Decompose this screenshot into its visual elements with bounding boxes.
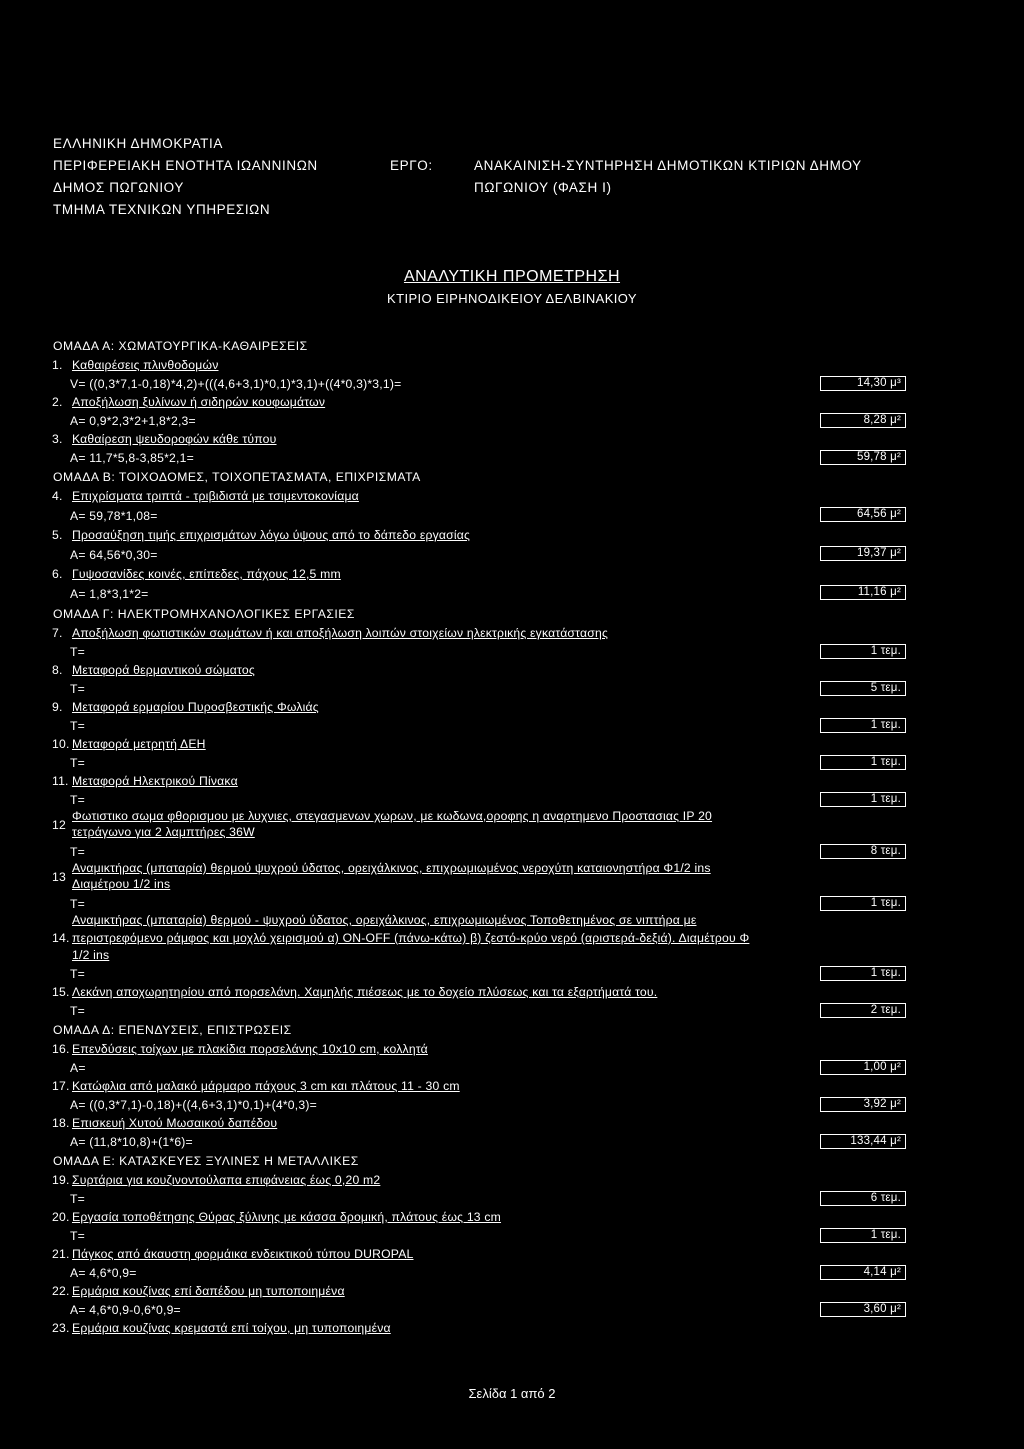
item-description: Ερμάρια κουζίνας κρεμαστά επί τοίχου, μη τυποποιημένα xyxy=(72,1321,391,1335)
item-number: 17. xyxy=(52,1079,70,1093)
item-number: 5. xyxy=(52,528,63,542)
item-13 xyxy=(52,861,912,895)
item-description: Επισκευή Χυτού Μωσαικού δαπέδου xyxy=(72,1116,278,1130)
item-9-quantity xyxy=(52,717,912,735)
item-description: Μεταφορά μετρητή ΔΕΗ xyxy=(72,737,206,751)
quantity-formula: A= 4,6*0,9= xyxy=(70,1266,137,1280)
item-6-quantity xyxy=(52,584,912,604)
item-description: Πάγκος από άκαυστη φορμάικα ενδεικτικού τύπου DUROPAL xyxy=(72,1247,414,1261)
item-8 xyxy=(52,661,912,680)
quantity-formula: T= xyxy=(70,1192,85,1206)
item-22 xyxy=(52,1282,912,1301)
project-name-line1: ΑΝΑΚΑΙΝΙΣΗ-ΣΥΝΤΗΡΗΣΗ ΔΗΜΟΤΙΚΩΝ ΚΤΙΡΙΩΝ ΔΗΜΟΥ xyxy=(474,158,862,173)
item-19-quantity xyxy=(52,1190,912,1208)
item-number: 12 xyxy=(52,818,66,832)
quantity-formula: T= xyxy=(70,645,85,659)
quantity-formula: A= 11,7*5,8-3,85*2,1= xyxy=(70,451,194,465)
item-number: 13 xyxy=(52,870,66,884)
group-a-heading: ΟΜΑΔΑ Α: ΧΩΜΑΤΟΥΡΓΙΚΑ-ΚΑΘΑΙΡΕΣΕΙΣ xyxy=(53,339,308,353)
quantity-result: 19,37 μ² xyxy=(820,546,906,561)
item-1 xyxy=(52,356,912,375)
quantity-result: 14,30 μ³ xyxy=(820,376,906,391)
item-description-continued: τετράγωνο για 2 λαμπτήρες 36W xyxy=(72,825,255,839)
quantity-formula: T= xyxy=(70,967,85,981)
item-description: Κατώφλια από μαλακό μάρμαρο πάχους 3 cm και πλάτους 11 - 30 cm xyxy=(72,1079,460,1093)
quantity-formula: A= 1,8*3,1*2= xyxy=(70,587,149,601)
quantity-formula: A= xyxy=(70,1061,86,1075)
quantity-formula: T= xyxy=(70,1004,85,1018)
item-2-quantity xyxy=(52,412,912,430)
item-description: Ερμάρια κουζίνας επί δαπέδου μη τυποποιημένα xyxy=(72,1284,345,1298)
quantity-result: 1 τεμ. xyxy=(820,718,906,733)
item-number: 22. xyxy=(52,1284,70,1298)
item-9 xyxy=(52,698,912,717)
item-description: Αποξήλωση ξυλίνων ή σιδηρών κουφωμάτων xyxy=(72,395,326,409)
group-d-heading: ΟΜΑΔΑ Δ: ΕΠΕΝΔΥΣΕΙΣ, ΕΠΙΣΤΡΩΣΕΙΣ xyxy=(53,1023,292,1037)
quantity-formula: A= 0,9*2,3*2+1,8*2,3= xyxy=(70,414,196,428)
item-number: 18. xyxy=(52,1116,70,1130)
item-4-quantity xyxy=(52,506,912,526)
quantity-result: 133,44 μ² xyxy=(820,1134,906,1149)
item-18 xyxy=(52,1114,912,1133)
quantity-result: 2 τεμ. xyxy=(820,1003,906,1018)
group-c-heading: ΟΜΑΔΑ Γ: ΗΛΕΚΤΡΟΜΗΧΑΝΟΛΟΓΙΚΕΣ ΕΡΓΑΣΙΕΣ xyxy=(53,607,355,621)
quantity-formula: T= xyxy=(70,1229,85,1243)
quantity-result: 6 τεμ. xyxy=(820,1191,906,1206)
quantity-result: 3,60 μ² xyxy=(820,1302,906,1317)
header-municipality: ΔΗΜΟΣ ΠΩΓΩΝΙΟΥ xyxy=(53,180,184,195)
item-number: 20. xyxy=(52,1210,70,1224)
item-12-quantity xyxy=(52,843,912,861)
quantity-result: 3,92 μ² xyxy=(820,1097,906,1112)
measurement-list xyxy=(52,336,912,1338)
item-number: 10. xyxy=(52,737,70,751)
item-19 xyxy=(52,1171,912,1190)
item-20-quantity xyxy=(52,1227,912,1245)
item-18-quantity xyxy=(52,1133,912,1151)
quantity-result: 1,00 μ² xyxy=(820,1060,906,1075)
page-number: Σελίδα 1 από 2 xyxy=(468,1386,556,1401)
item-description-continued: Διαμέτρου 1/2 ins xyxy=(72,877,171,891)
quantity-formula: T= xyxy=(70,845,85,859)
item-number: 15. xyxy=(52,985,70,999)
quantity-formula: T= xyxy=(70,756,85,770)
quantity-formula: A= (11,8*10,8)+(1*6)= xyxy=(70,1135,193,1149)
item-21-quantity xyxy=(52,1264,912,1282)
quantity-result: 59,78 μ² xyxy=(820,450,906,465)
item-13-quantity xyxy=(52,895,912,913)
quantity-result: 1 τεμ. xyxy=(820,896,906,911)
item-number: 3. xyxy=(52,432,63,446)
item-17-quantity xyxy=(52,1096,912,1114)
quantity-formula: T= xyxy=(70,897,85,911)
item-14 xyxy=(52,913,912,965)
item-number: 23. xyxy=(52,1321,70,1335)
item-5 xyxy=(52,526,912,545)
item-number: 7. xyxy=(52,626,63,640)
item-10-quantity xyxy=(52,754,912,772)
header-country: ΕΛΛΗΝΙΚΗ ΔΗΜΟΚΡΑΤΙΑ xyxy=(53,136,223,151)
quantity-result: 1 τεμ. xyxy=(820,1228,906,1243)
item-20 xyxy=(52,1208,912,1227)
item-description: Λεκάνη αποχωρητηρίου από πορσελάνη. Χαμηλής πιέσεως με το δοχείο πλύσεως και τα εξαρτήματά του. xyxy=(72,985,658,999)
item-15 xyxy=(52,983,912,1002)
item-number: 19. xyxy=(52,1173,70,1187)
quantity-formula: V= ((0,3*7,1-0,18)*4,2)+(((4,6+3,1)*0,1)*3,1)+((4*0,3)*3,1)= xyxy=(70,377,402,391)
item-number: 21. xyxy=(52,1247,70,1261)
group-b-heading: ΟΜΑΔΑ Β: ΤΟΙΧΟΔΟΜΕΣ, ΤΟΙΧΟΠΕΤΑΣΜΑΤΑ, ΕΠΙΧΡΙΣΜΑΤΑ xyxy=(53,470,421,484)
item-description: Μεταφορά θερμαντικού σώματος xyxy=(72,663,255,677)
quantity-formula: T= xyxy=(70,682,85,696)
item-14-quantity xyxy=(52,965,912,983)
item-description-continued: περιστρεφόμενο ράμφος και μοχλό χειρισμού α) ON-OFF (πάνω-κάτω) β) ζεστό-κρύο νερό (αριστερά-δεξιά). Διαμέτρου Φ xyxy=(72,931,750,945)
item-number: 4. xyxy=(52,489,63,503)
item-16-quantity xyxy=(52,1059,912,1077)
item-number: 8. xyxy=(52,663,63,677)
item-description: Μεταφορά ερμαρίου Πυροσβεστικής Φωλιάς xyxy=(72,700,319,714)
quantity-result: 8,28 μ² xyxy=(820,413,906,428)
quantity-result: 1 τεμ. xyxy=(820,792,906,807)
item-number: 6. xyxy=(52,567,63,581)
item-21 xyxy=(52,1245,912,1264)
quantity-formula: A= ((0,3*7,1)-0,18)+((4,6+3,1)*0,1)+(4*0,3)= xyxy=(70,1098,317,1112)
project-label: ΕΡΓΟ: xyxy=(390,158,433,173)
header-department: ΤΜΗΜΑ ΤΕΧΝΙΚΩΝ ΥΠΗΡΕΣΙΩΝ xyxy=(53,202,271,217)
quantity-result: 1 τεμ. xyxy=(820,755,906,770)
document-subtitle: ΚΤΙΡΙΟ ΕΙΡΗΝΟΔΙΚΕΙΟΥ ΔΕΛΒΙΝΑΚΙΟΥ xyxy=(387,291,637,306)
item-description: Αναμικτήρας (μπαταρία) θερμού - ψυχρού ύδατος, ορειχάλκινος, επιχρωμιωμένος Τοποθετημένος σε νιπτήρα με xyxy=(72,913,697,927)
document-title: ΑΝΑΛΥΤΙΚΗ ΠΡΟΜΕΤΡΗΣΗ xyxy=(403,268,621,285)
item-7 xyxy=(52,624,912,643)
item-1-quantity xyxy=(52,375,912,393)
item-6 xyxy=(52,565,912,584)
item-5-quantity xyxy=(52,545,912,565)
item-number: 9. xyxy=(52,700,63,714)
item-2 xyxy=(52,393,912,412)
quantity-result: 1 τεμ. xyxy=(820,644,906,659)
item-description: Επιχρίσματα τριπτά - τριβιδιστά με τσιμεντοκονίαμα xyxy=(72,489,359,503)
group-e-heading: ΟΜΑΔΑ Ε: ΚΑΤΑΣΚΕΥΕΣ ΞΥΛΙΝΕΣ Η ΜΕΤΑΛΛΙΚΕΣ xyxy=(53,1154,359,1168)
item-description: Φωτιστικο σωμα φθορισμου με λυχνιες, στεγασμενων χωρων, με κωδωνα,οροφης η αναρτημενο Προστασιας IP 20 xyxy=(72,809,713,823)
item-description: Εργασία τοποθέτησης Θύρας ξύλινης με κάσσα δρομική, πλάτους έως 13 cm xyxy=(72,1210,502,1224)
quantity-result: 4,14 μ² xyxy=(820,1265,906,1280)
item-3 xyxy=(52,430,912,449)
item-description-continued-2: 1/2 ins xyxy=(72,948,110,962)
item-number: 2. xyxy=(52,395,63,409)
item-7-quantity xyxy=(52,643,912,661)
item-description: Αποξήλωση φωτιστικών σωμάτων ή και αποξήλωση λοιπών στοιχείων ηλεκτρικής εγκατάστασης xyxy=(72,626,609,640)
item-description: Συρτάρια για κουζινοντούλαπα επιφάνειας έως 0,20 m2 xyxy=(72,1173,381,1187)
item-10 xyxy=(52,735,912,754)
item-number: 14. xyxy=(52,931,70,945)
quantity-result: 11,16 μ² xyxy=(820,585,906,600)
quantity-result: 1 τεμ. xyxy=(820,966,906,981)
item-description: Επενδύσεις τοίχων με πλακίδια πορσελάνης 10x10 cm, κολλητά xyxy=(72,1042,428,1056)
item-description: Προσαύξηση τιμής επιχρισμάτων λόγω ύψους από το δάπεδο εργασίας xyxy=(72,528,471,542)
header-region: ΠΕΡΙΦΕΡΕΙΑΚΗ ΕΝΟΤΗΤΑ ΙΩΑΝΝΙΝΩΝ xyxy=(53,158,318,173)
item-description: Καθαιρέσεις πλινθοδομών xyxy=(72,358,219,372)
quantity-formula: A= 64,56*0,30= xyxy=(70,548,158,562)
quantity-formula: A= 4,6*0,9-0,6*0,9= xyxy=(70,1303,181,1317)
quantity-formula: T= xyxy=(70,793,85,807)
item-8-quantity xyxy=(52,680,912,698)
item-22-quantity xyxy=(52,1301,912,1319)
item-number: 16. xyxy=(52,1042,70,1056)
item-number: 11. xyxy=(52,774,69,788)
item-description: Γυψοσανίδες κοινές, επίπεδες, πάχους 12,5 mm xyxy=(72,567,341,581)
item-description: Μεταφορά Ηλεκτρικού Πίνακα xyxy=(72,774,238,788)
item-4 xyxy=(52,487,912,506)
item-16 xyxy=(52,1040,912,1059)
item-11 xyxy=(52,772,912,791)
item-11-quantity xyxy=(52,791,912,809)
quantity-result: 64,56 μ² xyxy=(820,507,906,522)
item-12 xyxy=(52,809,912,843)
item-23 xyxy=(52,1319,912,1338)
item-17 xyxy=(52,1077,912,1096)
quantity-result: 8 τεμ. xyxy=(820,844,906,859)
item-15-quantity xyxy=(52,1002,912,1020)
quantity-formula: A= 59,78*1,08= xyxy=(70,509,158,523)
project-name-line2: ΠΩΓΩΝΙΟΥ (ΦΑΣΗ Ι) xyxy=(474,180,612,195)
item-3-quantity xyxy=(52,449,912,467)
item-description: Αναμικτήρας (μπαταρία) θερμού ψυχρού ύδατος, ορειχάλκινος, επιχρωμιωμένος νεροχύτη καταιονηστήρα Φ1/2 ins xyxy=(72,861,711,875)
quantity-result: 5 τεμ. xyxy=(820,681,906,696)
item-number: 1. xyxy=(52,358,63,372)
quantity-formula: T= xyxy=(70,719,85,733)
item-description: Καθαίρεση ψευδοροφών κάθε τύπου xyxy=(72,432,277,446)
